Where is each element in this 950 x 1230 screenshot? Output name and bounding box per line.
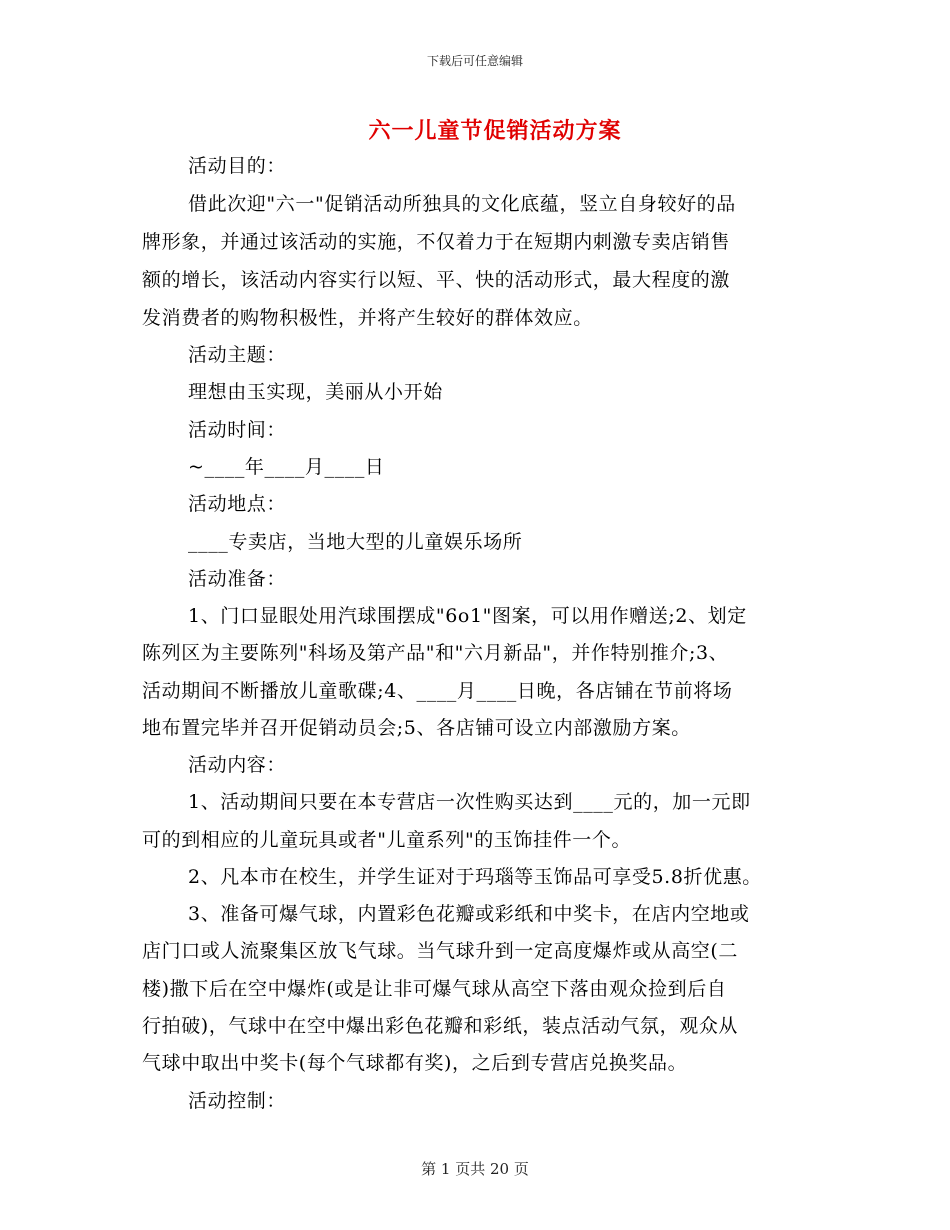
paragraph-line: 借此次迎"六一"促销活动所独具的文化底蕴，竖立自身较好的品: [188, 193, 736, 215]
section-heading-content: 活动内容：: [188, 754, 287, 776]
paragraph-line: 3、准备可爆气球，内置彩色花瓣或彩纸和中奖卡，在店内空地或: [188, 903, 750, 925]
paragraph-line: 店门口或人流聚集区放飞气球。当气球升到一定高度爆炸或从高空(二: [142, 940, 739, 962]
section-heading-control: 活动控制：: [188, 1090, 287, 1112]
paragraph-line: 楼)撒下后在空中爆炸(或是让非可爆气球从高空下落由观众捡到后自: [142, 978, 727, 1000]
paragraph-line: 发消费者的购物积极性，并将产生较好的群体效应。: [142, 307, 593, 329]
paragraph-line: 气球中取出中奖卡(每个气球都有奖)，之后到专营店兑换奖品。: [142, 1052, 688, 1074]
paragraph-line: 2、凡本市在校生，并学生证对于玛瑙等玉饰品可享受5.8折优惠。: [188, 866, 762, 888]
page-footer: 第 1 页共 20 页: [421, 1160, 529, 1178]
paragraph-line: 额的增长，该活动内容实行以短、平、快的活动形式，最大程度的激: [142, 269, 731, 291]
paragraph-line: 活动期间不断播放儿童歌碟;4、____月____日晚，各店铺在节前将场: [142, 680, 733, 702]
paragraph-line: 1、活动期间只要在本专营店一次性购买达到____元的，加一元即: [188, 791, 751, 813]
section-heading-location: 活动地点：: [188, 493, 287, 515]
paragraph-line: 行拍破)，气球中在空中爆出彩色花瓣和彩纸，装点活动气氛，观众从: [142, 1015, 739, 1037]
paragraph-line: 1、门口显眼处用汽球围摆成"6o1"图案，可以用作赠送;2、划定: [188, 605, 747, 627]
paragraph-line: 可的到相应的儿童玩具或者"儿童系列"的玉饰挂件一个。: [142, 829, 632, 851]
paragraph-line: ____专卖店，当地大型的儿童娱乐场所: [188, 531, 523, 553]
section-heading-preparation: 活动准备：: [188, 568, 287, 590]
document-title: 六一儿童节促销活动方案: [368, 118, 622, 144]
page-header: 下载后可任意编辑: [426, 54, 523, 68]
section-heading-purpose: 活动目的：: [188, 155, 287, 177]
paragraph-line: 牌形象，并通过该活动的实施，不仅着力于在短期内刺激专卖店销售: [142, 231, 731, 253]
section-heading-time: 活动时间：: [188, 419, 287, 441]
section-heading-theme: 活动主题：: [188, 344, 287, 366]
paragraph-line: 陈列区为主要陈列"科场及第产品"和"六月新品"，并作特别推介;3、: [142, 642, 729, 664]
paragraph-line: 地布置完毕并召开促销动员会;5、各店铺可设立内部激励方案。: [142, 717, 691, 739]
paragraph-line: 理想由玉实现，美丽从小开始: [188, 381, 443, 403]
paragraph-line: ~____年____月____日: [188, 456, 385, 478]
